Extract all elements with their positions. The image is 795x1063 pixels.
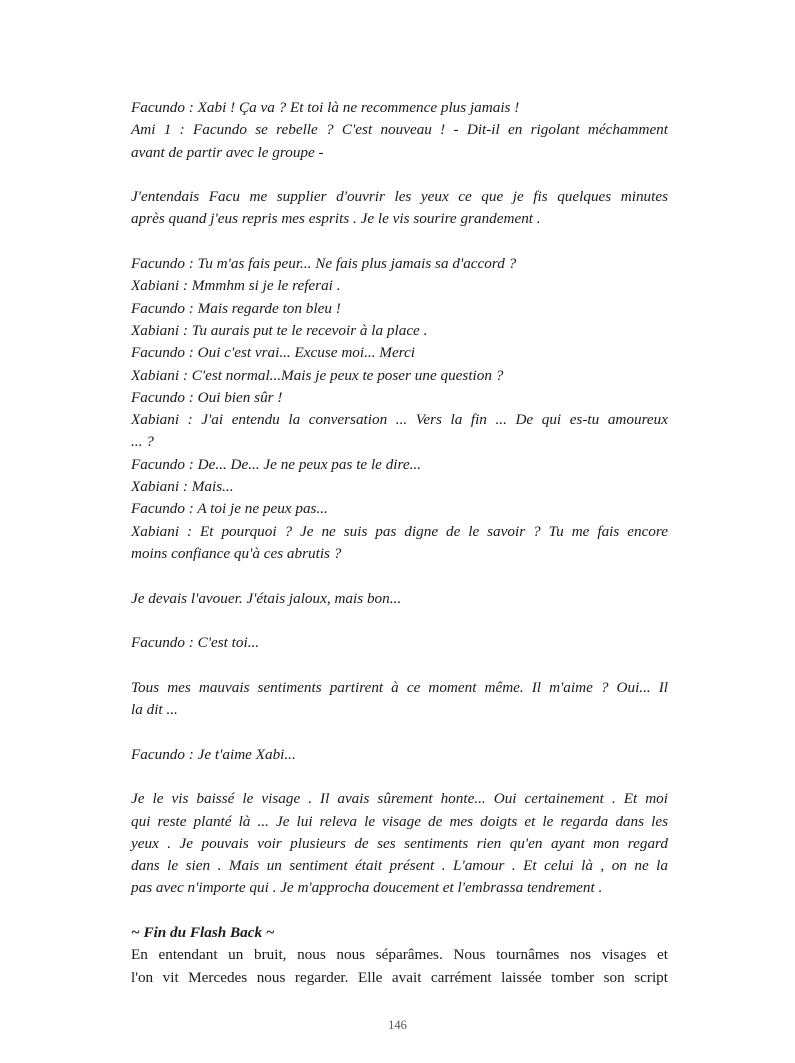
dialogue-line: Facundo : Tu m'as fais peur... Ne fais plus jamais sa d'accord ?	[131, 255, 517, 273]
text-line: Tous mes mauvais sentiments partirent à ce moment même. Il m'aime ? Oui... Il	[131, 678, 668, 696]
dialogue-line: Facundo : C'est toi...	[131, 634, 260, 652]
text-line: dans le sien . Mais un sentiment était présent . L'amour . Et celui là , on ne la	[131, 857, 668, 875]
paragraph-3	[131, 788, 668, 899]
dialogue-line: Facundo : Mais regarde ton bleu !	[131, 299, 341, 317]
text-line: J'entendais Facu me supplier d'ouvrir les yeux ce que je fis quelques minutes	[131, 188, 668, 206]
dialogue-block-a	[131, 97, 668, 164]
text-line: la dit ...	[131, 701, 178, 719]
section-heading: ~ Fin du Flash Back ~	[131, 923, 275, 941]
text-line: l'on vit Mercedes nous regarder. Elle avait carrément laissée tomber son script	[131, 968, 668, 986]
dialogue-line: Xabiani : Et pourquoi ? Je ne suis pas digne de le savoir ? Tu me fais encore	[131, 522, 668, 540]
text-line: pas avec n'importe qui . Je m'approcha doucement et l'embrassa tendrement .	[131, 879, 603, 897]
paragraph-4	[131, 944, 668, 989]
dialogue-line: Facundo : Je t'aime Xabi...	[131, 745, 296, 763]
text-line: avant de partir avec le groupe -	[131, 143, 324, 161]
dialogue-line: Xabiani : J'ai entendu la conversation ... Vers la fin ... De qui es-tu amoureux	[131, 411, 668, 429]
text-line: après quand j'eus repris mes esprits . Je le vis sourire grandement .	[131, 210, 541, 228]
dialogue-line: moins confiance qu'à ces abrutis ?	[131, 544, 342, 562]
dialogue-line: Facundo : De... De... Je ne peux pas te le dire...	[131, 455, 422, 473]
dialogue-line: Facundo : Oui bien sûr !	[131, 388, 283, 406]
page-number: 146	[388, 1018, 407, 1032]
dialogue-line: Facundo : Oui c'est vrai... Excuse moi... Merci	[131, 344, 415, 362]
text-line: En entendant un bruit, nous nous séparâmes. Nous tournâmes nos visages et	[131, 946, 668, 964]
text-line: Ami 1 : Facundo se rebelle ? C'est nouveau ! - Dit-il en rigolant méchamment	[131, 121, 668, 139]
dialogue-block-1	[131, 253, 668, 565]
narration-line: Je devais l'avouer. J'étais jaloux, mais bon...	[131, 589, 402, 607]
text-line: Facundo : Xabi ! Ça va ? Et toi là ne recommence plus jamais !	[131, 99, 520, 116]
text-line: Je le vis baissé le visage . Il avais sûrement honte... Oui certainement . Et moi	[131, 790, 668, 808]
dialogue-line: Xabiani : Mais...	[131, 478, 234, 496]
dialogue-line: Xabiani : C'est normal...Mais je peux te poser une question ?	[131, 366, 504, 384]
document-body	[131, 97, 668, 989]
dialogue-line: ... ?	[131, 433, 154, 451]
dialogue-line: Xabiani : Mmmhm si je le referai .	[131, 277, 341, 295]
dialogue-line: Xabiani : Tu aurais put te le recevoir à la place .	[131, 321, 428, 339]
paragraph-2	[131, 677, 668, 722]
dialogue-line: Facundo : A toi je ne peux pas...	[131, 500, 328, 518]
text-line: qui reste planté là ... Je lui releva le visage de mes doigts et le regarda dans les	[131, 812, 668, 830]
text-line: yeux . Je pouvais voir plusieurs de ses sentiments rien qu'en ayant mon regard	[131, 834, 668, 852]
paragraph-1	[131, 186, 668, 231]
